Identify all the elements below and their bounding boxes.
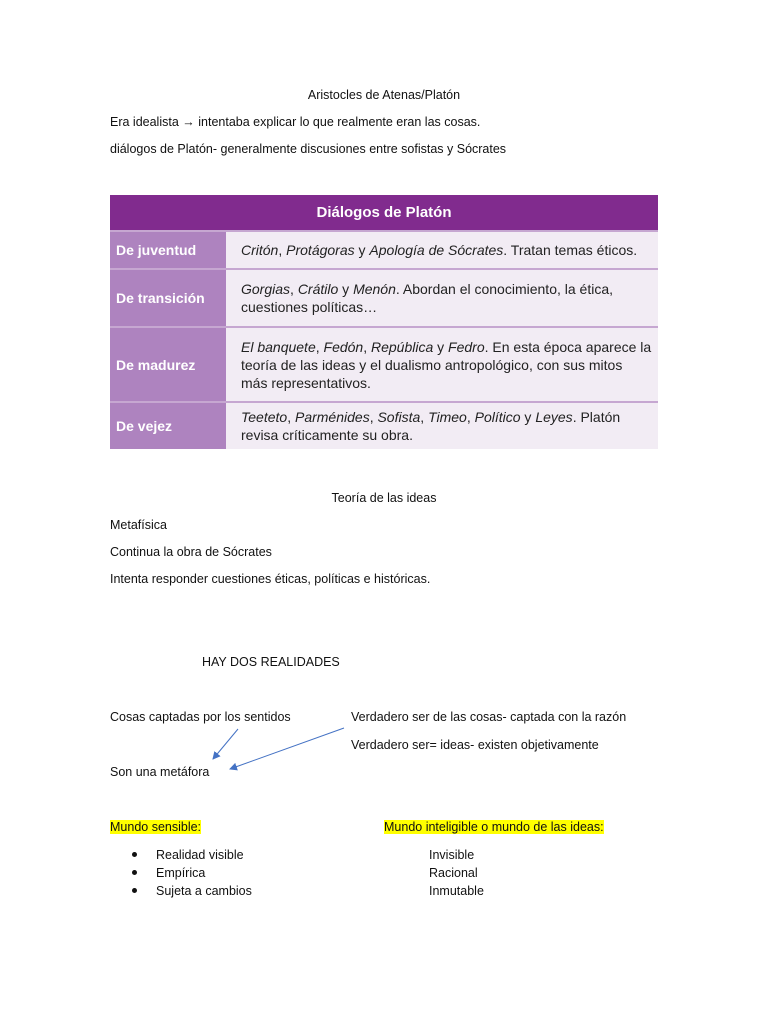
- list-item: Sujeta a cambios: [132, 882, 252, 900]
- period-label: De transición: [110, 268, 226, 326]
- work-title: Teeteto: [241, 409, 288, 425]
- sensible-world-list: [132, 846, 252, 900]
- work-title: Crátilo: [297, 281, 339, 297]
- work-title: Sofista: [377, 409, 421, 425]
- connector-text: y: [433, 338, 449, 355]
- sensible-world-title: [110, 819, 201, 835]
- list-item: Invisible: [429, 848, 475, 862]
- work-title: Leyes: [535, 409, 573, 425]
- description-text: . Platón revisa críticamente su obra.: [241, 409, 621, 443]
- work-title: Protágoras: [286, 242, 355, 258]
- right-arrow-icon: →: [182, 115, 195, 129]
- arrow-icon: [213, 729, 238, 759]
- theory-line: Metafísica: [110, 518, 167, 532]
- work-title: Apología de Sócrates: [369, 242, 504, 258]
- work-title: Gorgias: [241, 281, 291, 297]
- work-title: Fedón: [323, 338, 364, 355]
- connector-text: ,: [278, 242, 287, 258]
- period-label: De madurez: [110, 326, 226, 401]
- connector-text: y: [520, 409, 536, 425]
- intro-text-after: intentaba explicar lo que realmente eran las cosas.: [198, 115, 481, 129]
- list-item: Inmutable: [429, 884, 484, 898]
- table-header: Diálogos de Platón: [110, 195, 658, 230]
- connector-text: ,: [420, 409, 429, 425]
- highlighted-text: Mundo sensible:: [110, 820, 202, 834]
- connector-text: y: [338, 281, 354, 297]
- intro-text-before: Era idealista: [110, 115, 179, 129]
- work-title: República: [371, 338, 434, 355]
- true-being-text: Verdadero ser de las cosas- captada con la razón: [351, 710, 627, 724]
- intro-line-2: diálogos de Platón- generalmente discusiones entre sofistas y Sócrates: [110, 142, 507, 156]
- ideas-text: Verdadero ser= ideas- existen objetivamente: [351, 738, 599, 752]
- list-item: Empírica: [132, 864, 252, 882]
- connector-text: ,: [290, 281, 298, 297]
- highlighted-text: Mundo inteligible o mundo de las ideas:: [384, 820, 604, 834]
- page-title: Aristocles de Atenas/Platón: [307, 88, 461, 102]
- connector-text: ,: [315, 338, 324, 355]
- work-title: Menón: [353, 281, 396, 297]
- work-title: Parménides: [294, 409, 370, 425]
- work-title: Político: [474, 409, 521, 425]
- description-text: . Abordan el conocimiento, la ética, cuestiones políticas…: [241, 281, 614, 315]
- connector-text: ,: [287, 409, 295, 425]
- work-title: El banquete: [241, 338, 316, 355]
- arrow-icon: [230, 728, 344, 769]
- theory-line: Intenta responder cuestiones éticas, políticas e históricas.: [110, 572, 431, 586]
- connector-text: ,: [369, 409, 378, 425]
- theory-line: Continua la obra de Sócrates: [110, 545, 272, 559]
- intelligible-world-title: [384, 819, 604, 835]
- period-label: De juventud: [110, 230, 226, 268]
- description-text: . En esta época aparece la teoría de las ideas y el dualismo antropológico, con sus mitos más representativos.: [241, 338, 652, 391]
- senses-text: Cosas captadas por los sentidos: [110, 710, 291, 724]
- description-text: . Tratan temas éticos.: [503, 242, 638, 258]
- work-title: Timeo: [428, 409, 467, 425]
- metaphor-text: Son una metáfora: [110, 765, 210, 779]
- theory-heading: Teoría de las ideas: [331, 491, 437, 505]
- connector-text: y: [354, 242, 370, 258]
- connector-text: ,: [466, 409, 475, 425]
- list-item: Realidad visible: [132, 846, 252, 864]
- list-item: Racional: [429, 866, 478, 880]
- work-title: Critón: [241, 242, 279, 258]
- period-label: De vejez: [110, 401, 226, 449]
- realities-heading: HAY DOS REALIDADES: [202, 655, 340, 669]
- work-title: Fedro: [448, 338, 485, 355]
- connector-text: ,: [363, 338, 371, 355]
- intelligible-world-list: [429, 846, 484, 900]
